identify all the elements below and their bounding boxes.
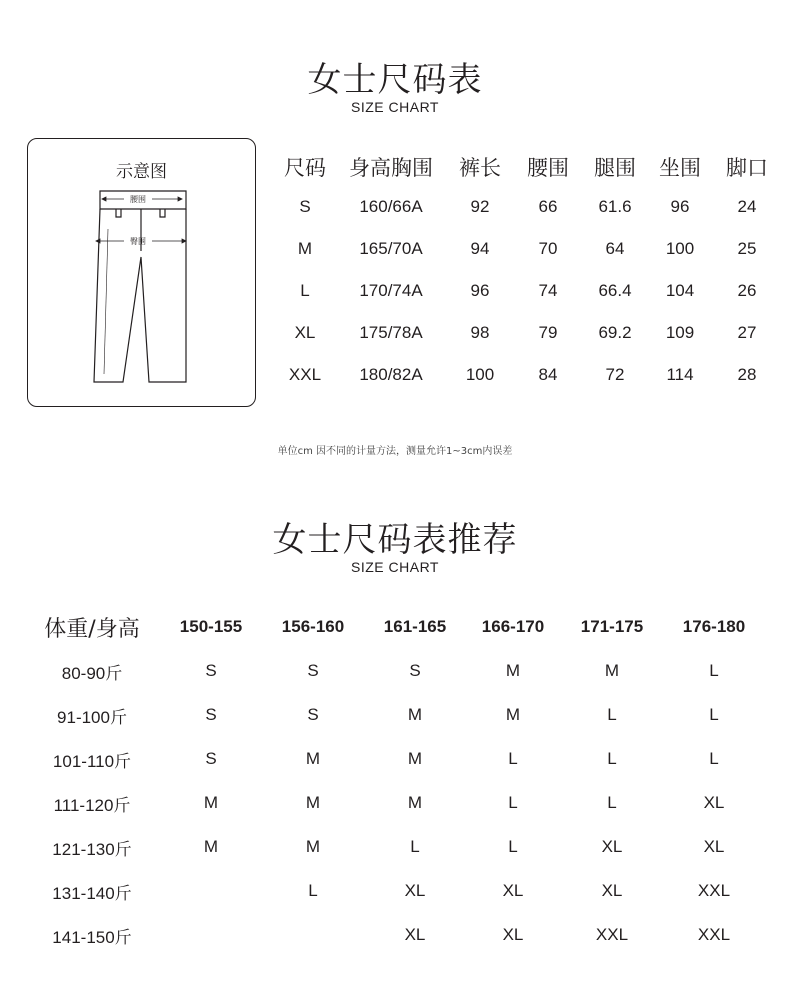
rec-table-cell: XL (404, 925, 426, 944)
rec-table-cell: XL (502, 881, 524, 900)
rec-table-cell: L (709, 749, 719, 768)
rec-table-cell: M (305, 837, 321, 856)
size-table-cell: 104 (665, 281, 695, 300)
recommendation-title: 女士尺码表推荐 (272, 520, 518, 560)
size-table-cell: 64 (605, 239, 625, 258)
size-table-cell: 27 (737, 323, 757, 342)
pants-outline-icon (94, 191, 186, 382)
pants-diagram-box (27, 138, 256, 407)
rec-table-row (32, 913, 756, 957)
rec-table-cell (152, 913, 270, 957)
size-chart-title: 女士尺码表 (307, 60, 483, 100)
rec-table-cell: 131-140斤 (52, 883, 132, 903)
waist-label: 腰围 (130, 195, 146, 204)
rec-table-row (32, 737, 756, 781)
rec-table-cell: M (407, 793, 423, 812)
rec-table-cell: XXL (697, 925, 731, 944)
size-table-cell: 84 (538, 365, 558, 384)
size-table-header: 裤长 (459, 156, 501, 180)
rec-table-cell: 101-110斤 (52, 751, 132, 771)
rec-table-cell: S (307, 661, 319, 680)
size-table-header: 脚口 (726, 156, 768, 180)
rec-table-cell: XL (601, 881, 623, 900)
rec-table-cell: L (508, 749, 518, 768)
rec-table-cell: 141-150斤 (52, 927, 132, 947)
rec-table-header: 171-175 (580, 617, 644, 636)
rec-table-cell: M (305, 793, 321, 812)
size-table-cell: 61.6 (598, 197, 632, 216)
rec-table-cell: S (409, 661, 421, 680)
size-table-cell: XL (294, 323, 316, 342)
rec-table-header: 156-160 (281, 617, 345, 636)
rec-table-cell: M (505, 705, 521, 724)
rec-table-cell (270, 913, 356, 957)
rec-table-cell: M (203, 793, 219, 812)
size-table-cell: 98 (470, 323, 490, 342)
size-table-row (275, 270, 781, 312)
rec-table-row (32, 649, 756, 693)
size-table-cell: XXL (288, 365, 322, 384)
rec-table-cell: L (607, 793, 617, 812)
size-chart-subtitle: SIZE CHART (351, 99, 439, 115)
rec-table-cell: L (410, 837, 420, 856)
rec-table-cell: M (203, 837, 219, 856)
size-table-cell: 72 (605, 365, 625, 384)
size-table-cell: 96 (470, 281, 490, 300)
rec-table-header: 166-170 (481, 617, 545, 636)
size-table-header: 腿围 (594, 156, 636, 180)
hip-label: 臀围 (130, 237, 146, 246)
rec-table-row (32, 693, 756, 737)
rec-table-cell: L (607, 749, 617, 768)
size-table-cell: S (299, 197, 311, 216)
rec-table-cell: XL (502, 925, 524, 944)
size-table-cell: 74 (538, 281, 558, 300)
size-table-cell: 92 (470, 197, 490, 216)
rec-table-header-row (32, 605, 756, 649)
rec-table-cell: XL (703, 793, 725, 812)
rec-table-cell: L (709, 661, 719, 680)
rec-table-header: 150-155 (179, 617, 243, 636)
size-table-cell: 175/78A (359, 323, 423, 342)
size-table-cell: 66 (538, 197, 558, 216)
size-table-cell: 25 (737, 239, 757, 258)
rec-table-cell: XXL (595, 925, 629, 944)
size-table-cell: 28 (737, 365, 757, 384)
rec-table-header: 体重/身高 (44, 616, 140, 642)
rec-table-cell: S (205, 705, 217, 724)
size-table-cell: 66.4 (598, 281, 632, 300)
rec-table-header: 176-180 (682, 617, 746, 636)
size-table-cell: 69.2 (598, 323, 632, 342)
recommendation-subtitle: SIZE CHART (351, 559, 439, 575)
rec-table-cell: L (607, 705, 617, 724)
size-table-row (275, 312, 781, 354)
rec-table-cell: XXL (697, 881, 731, 900)
size-table-cell: 24 (737, 197, 757, 216)
size-table-cell: 100 (465, 365, 495, 384)
size-table-cell: 170/74A (359, 281, 423, 300)
rec-table-cell: M (407, 749, 423, 768)
size-table-cell: 70 (538, 239, 558, 258)
size-table-cell: M (297, 239, 313, 258)
size-table-cell: 114 (666, 365, 694, 384)
size-table-cell: 26 (737, 281, 757, 300)
rec-table-cell: S (205, 749, 217, 768)
size-table-header: 尺码 (284, 156, 326, 180)
rec-table-cell: M (407, 705, 423, 724)
size-table-cell: 94 (470, 239, 490, 258)
size-table-row (275, 228, 781, 270)
rec-table-cell: 111-120斤 (53, 795, 131, 815)
rec-table-cell: 91-100斤 (57, 707, 127, 727)
measurement-note: 单位cm 因不同的计量方法，测量允许1~3cm内误差 (277, 446, 513, 457)
rec-table-cell: L (709, 705, 719, 724)
rec-table-cell: L (508, 837, 518, 856)
rec-table-cell: S (205, 661, 217, 680)
rec-table-cell: XL (404, 881, 426, 900)
size-table-cell: 79 (538, 323, 558, 342)
rec-table-cell: 121-130斤 (52, 839, 132, 859)
size-table-cell: L (300, 281, 310, 300)
size-table-header: 腰围 (527, 156, 569, 180)
size-table-row (275, 186, 781, 228)
size-table (275, 148, 781, 396)
rec-table-header: 161-165 (383, 617, 447, 636)
size-table-cell: 160/66A (359, 197, 423, 216)
rec-table-cell: XL (703, 837, 725, 856)
rec-table-cell: M (305, 749, 321, 768)
rec-table-cell (152, 869, 270, 913)
diagram-caption: 示意图 (116, 162, 167, 182)
rec-table-cell: L (308, 881, 318, 900)
rec-table-cell: S (307, 705, 319, 724)
rec-table-row (32, 825, 756, 869)
size-table-row (275, 354, 781, 396)
size-table-cell: 96 (670, 197, 690, 216)
rec-table-row (32, 869, 756, 913)
rec-table-cell: XL (601, 837, 623, 856)
size-table-cell: 100 (665, 239, 695, 258)
rec-table-cell: 80-90斤 (61, 663, 123, 683)
rec-table-cell: M (604, 661, 620, 680)
rec-table-cell: M (505, 661, 521, 680)
size-table-cell: 165/70A (359, 239, 423, 258)
size-table-cell: 109 (665, 323, 695, 342)
size-table-header-row (275, 148, 781, 186)
size-table-header: 身高胸围 (349, 156, 433, 180)
recommendation-table (32, 605, 756, 957)
rec-table-row (32, 781, 756, 825)
size-table-header: 坐围 (659, 156, 701, 180)
size-table-cell: 180/82A (359, 365, 423, 384)
pants-diagram (28, 139, 257, 408)
rec-table-cell: L (508, 793, 518, 812)
